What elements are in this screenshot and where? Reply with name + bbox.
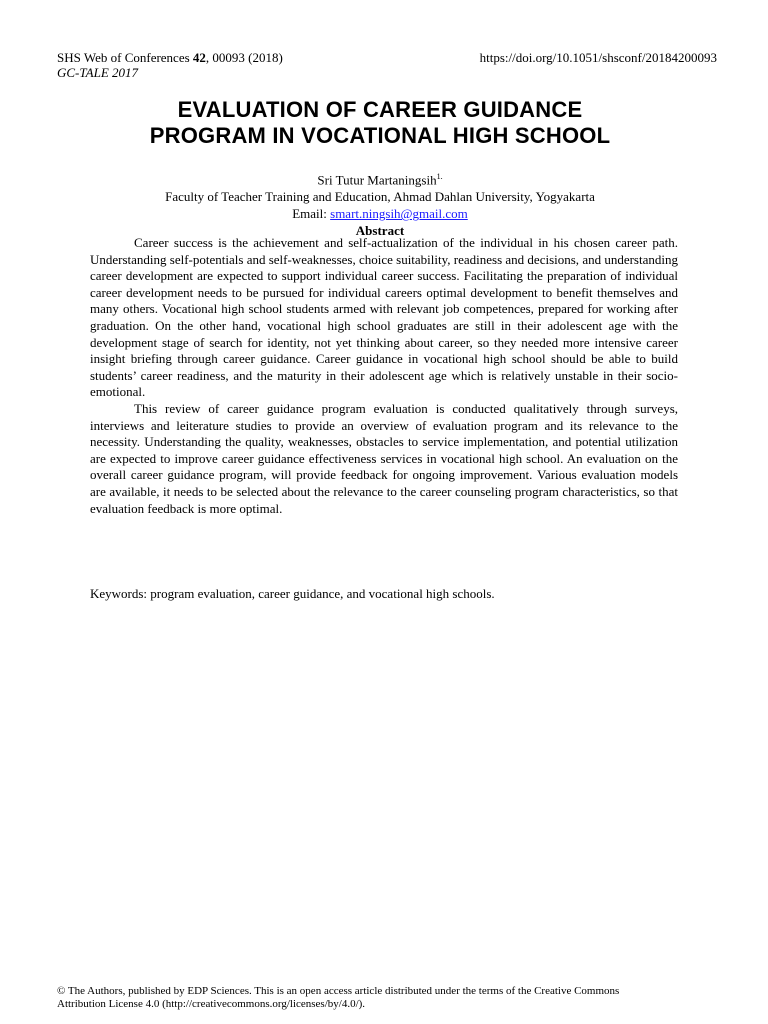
doi-link[interactable]: https://doi.org/10.1051/shsconf/20184200093 [479,50,717,65]
author-block [80,168,680,239]
header-row [57,50,717,65]
volume-number: 42 [192,50,206,65]
author-line [80,168,680,188]
conference-citation [57,50,283,65]
keywords: Keywords: program evaluation, career guidance, and vocational high schools. [90,586,495,601]
title-line-2: PROGRAM IN VOCATIONAL HIGH SCHOOL [149,123,611,148]
abstract-heading: Abstract [355,223,405,239]
affiliation: Faculty of Teacher Training and Education, Ahmad Dahlan University, Yogyakarta [165,189,595,205]
email-label: Email: [292,206,331,222]
conference-prefix: SHS Web of Conferences [57,50,193,65]
email-line [80,205,680,222]
author-footnote-mark: 1. [436,172,443,181]
license-line-2: Attribution License 4.0 (http://creativecommons.org/licenses/by/4.0/). [57,998,366,1010]
running-header [57,50,717,80]
title-line-1: EVALUATION OF CAREER GUIDANCE [177,97,583,122]
author-name: Sri Tutur Martaningsih [317,172,437,188]
article-number: , 00093 (2018) [205,50,283,65]
abstract-paragraph-1: Career success is the achievement and self-actualization of the individual in his chosen career path. Understanding self-potentials and self-weaknesses, choice suitability, readiness and decisions, and understanding career development are expected to support individual career success. Facilitating the preparation of individual career development needs to be pursued for individual careers optimal development to benefit themselves and many others. Vocational high school students armed with relevant job competences, prepared for working after graduation. On the other hand, vocational high school graduates are still in their adolescent age with the development stage of search for identity, not yet thinking about career, so they needed more intensive career insight briefing through career guidance. Career guidance in vocational high school should be able to build students’ career readiness, and the maturity in their adolescent age which is relatively unstable in their socio-emotional. [90,235,678,400]
license-line-1: © The Authors, published by EDP Sciences. This is an open access article distributed under the terms of the Creative Commons [57,985,620,997]
paper-title [80,97,680,149]
license-footer [57,985,719,1011]
abstract-body [90,235,678,517]
email-link[interactable]: smart.ningsih@gmail.com [330,206,468,222]
abstract-paragraph-2: This review of career guidance program evaluation is conducted qualitatively through surveys, interviews and leiterature studies to provide an overview of evaluation program and its relevance to the necessity. Understanding the quality, weaknesses, obstacles to service implementation, and potential utilization are expected to improve career guidance effectiveness services in vocational high school. An evaluation on the overall career guidance program, will provide feedback for ongoing improvement. Various evaluation models are available, it needs to be selected about the relevance to the career counseling program characteristics, so that evaluation feedback is more optimal. [90,400,678,516]
conference-name: GC-TALE 2017 [57,65,139,80]
